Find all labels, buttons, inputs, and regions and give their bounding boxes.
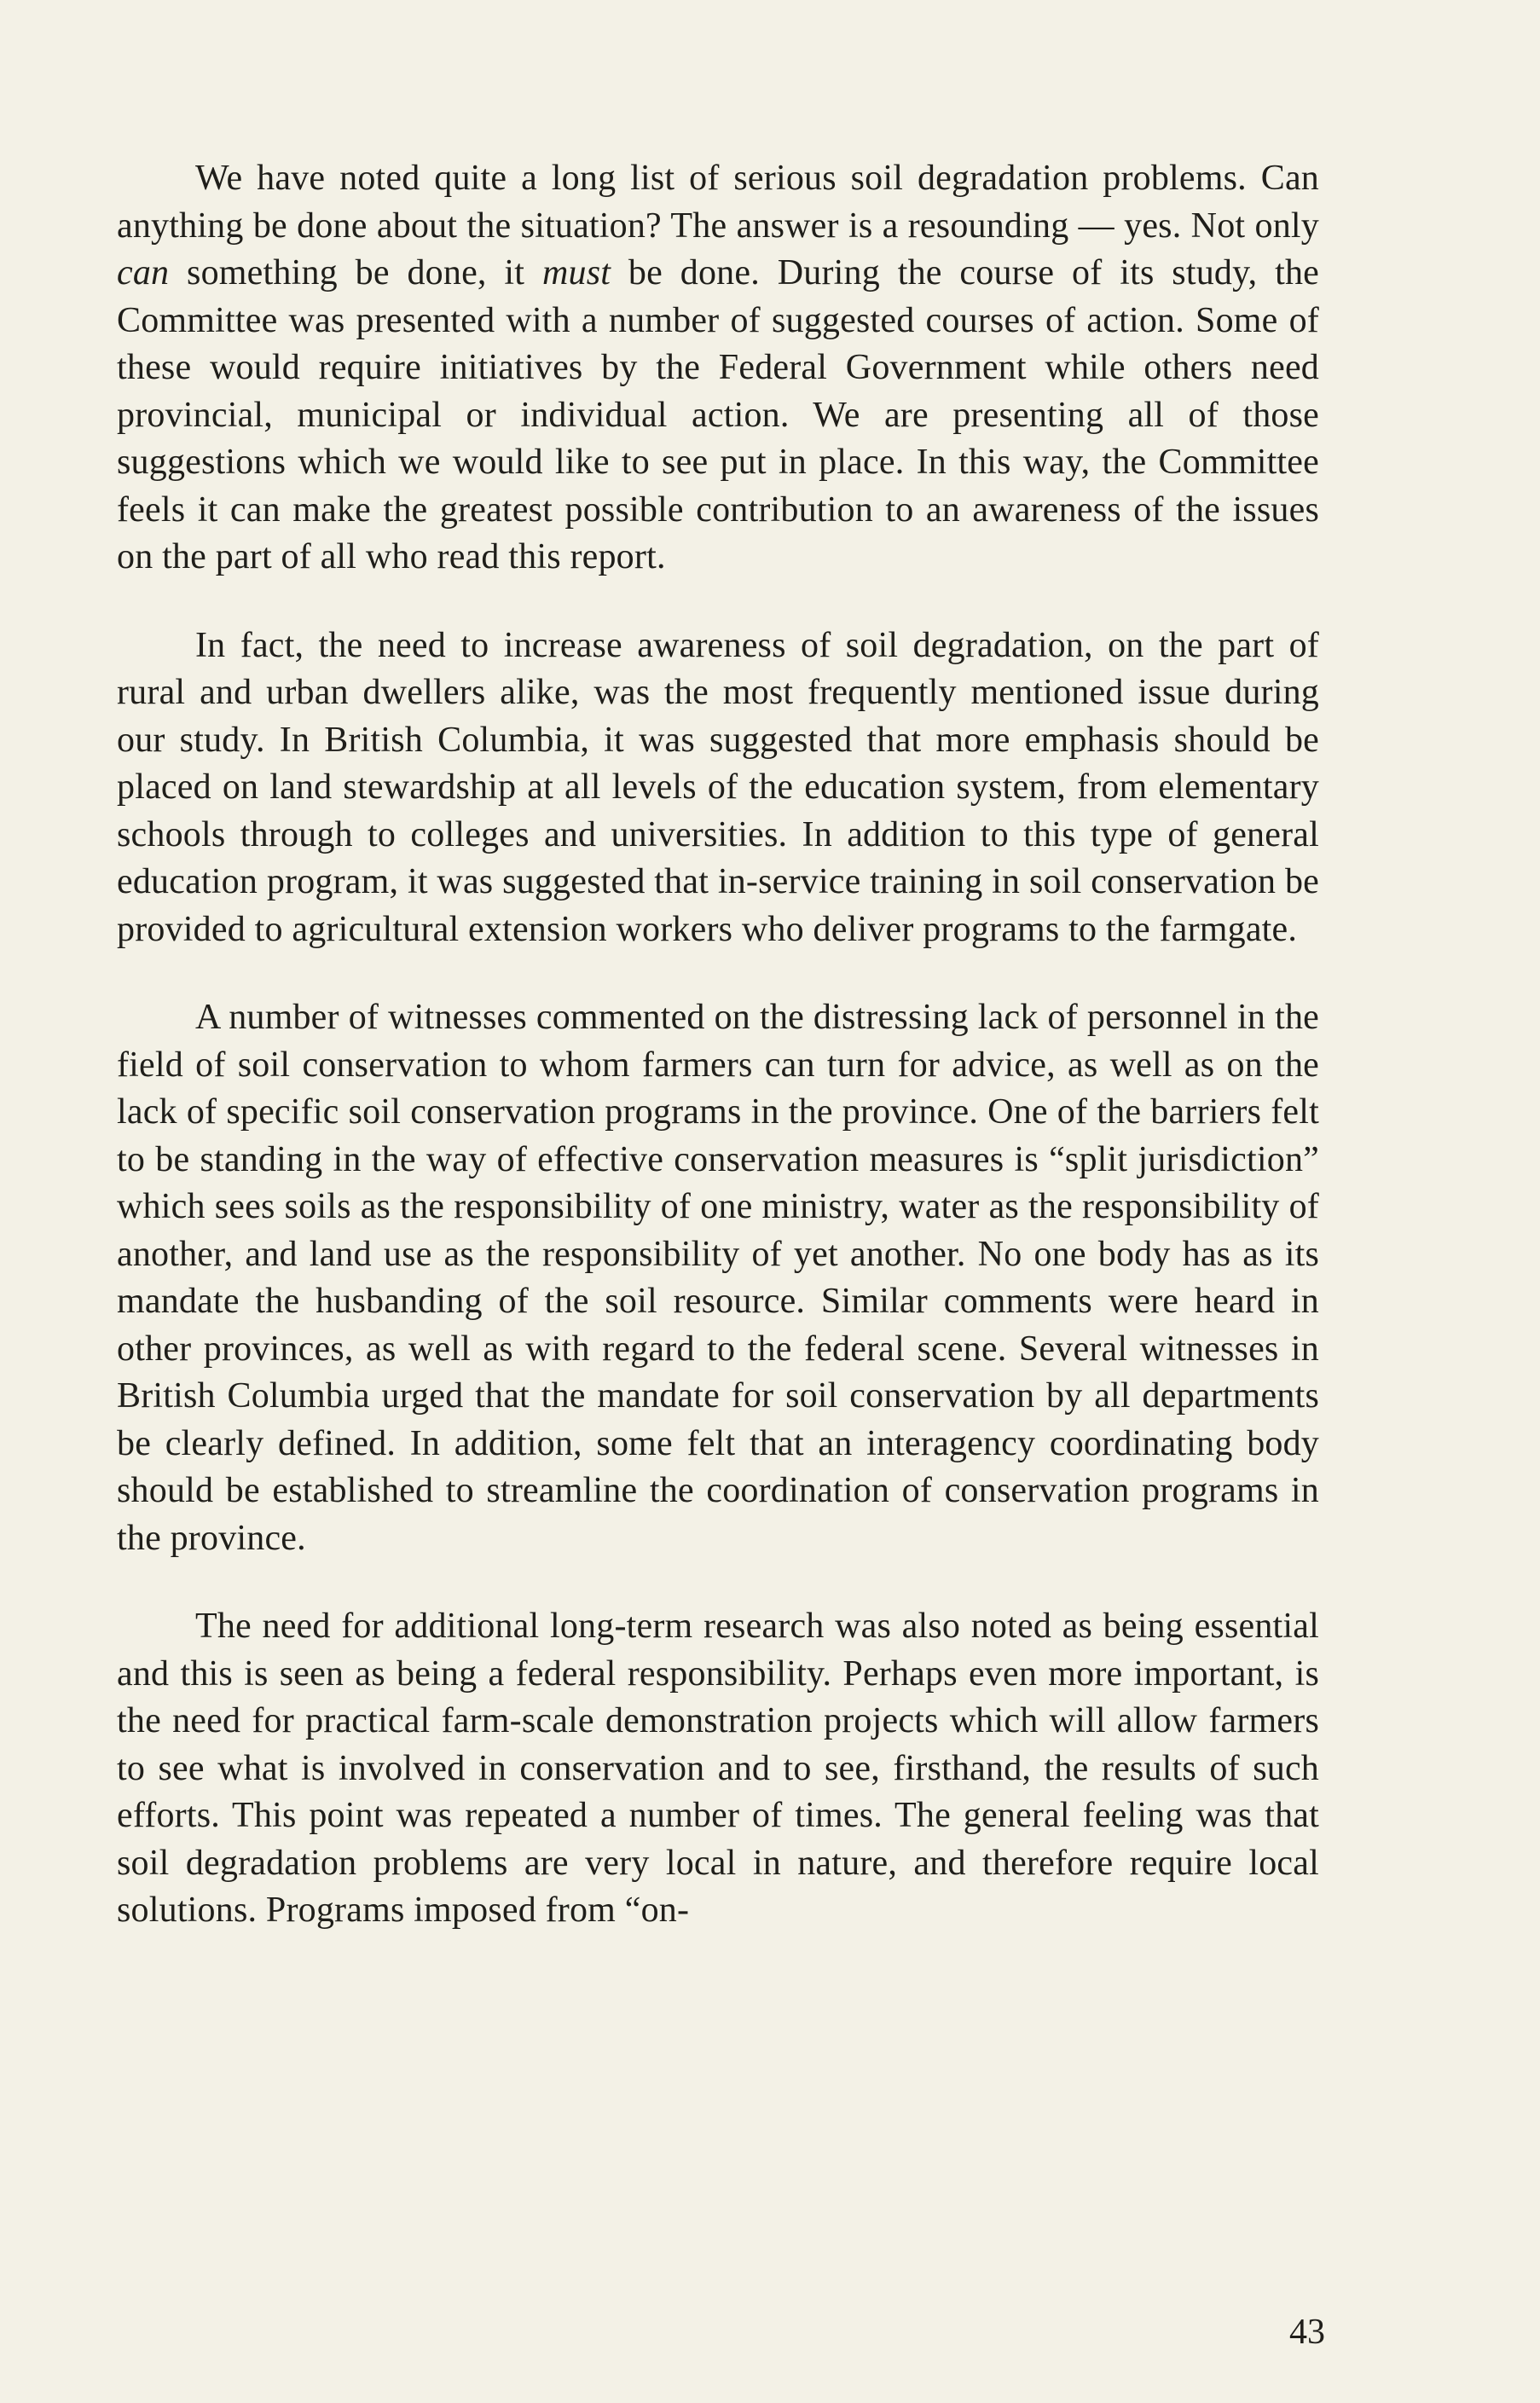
- paragraph-text: be done. During the course of its study, the Committee was presented with a number of suggested courses of action. Some of these would require initiatives by the Federal Government while others need provincial, municipal or individual action. We are presenting all of those suggestions which we would like to see put in place. In this way, the Committee feels it can make the greatest possible contribution to an awareness of the issues on the part of all who read this report.: [117, 253, 1319, 576]
- paragraph: [117, 155, 1319, 582]
- paragraph: The need for additional long-term research was also noted as being essential and this is seen as being a federal responsibility. Perhaps even more important, is the need for practical farm-scale demonstration projects which will allow farmers to see what is involved in conservation and to see, firsthand, the results of such efforts. This point was repeated a number of times. The general feeling was that soil degradation problems are very local in nature, and therefore require local solutions. Programs imposed from “on-: [117, 1607, 1319, 1930]
- paragraph: In fact, the need to increase awareness of soil degradation, on the part of rural and urban dwellers alike, was the most frequently mentioned issue during our study. In British Columbia, it was suggested that more emphasis should be placed on land stewardship at all levels of the education system, from elementary schools through to colleges and universities. In addition to this type of general education program, it was suggested that in-service training in soil conservation be provided to agricultural extension workers who deliver programs to the farmgate.: [117, 625, 1319, 949]
- emphasis-must: must: [541, 253, 611, 292]
- paragraph-text: something be done, it: [169, 253, 542, 292]
- page-number: 43: [1289, 2313, 1325, 2352]
- paragraph-text: We have noted quite a long list of serious soil degradation problems. Can anything be done about the situation? The answer is a resounding — yes. Not only: [117, 159, 1319, 246]
- paragraph: A number of witnesses commented on the distressing lack of personnel in the field of soil conservation to whom farmers can turn for advice, as well as on the lack of specific soil conservation programs in the province. One of the barriers felt to be standing in the way of effective conservation measures is “split jurisdiction” which sees soils as the responsibility of one ministry, water as the responsibility of another, and land use as the responsibility of yet another. No one body has as its mandate the husbanding of the soil resource. Similar comments were heard in other provinces, as well as with regard to the federal scene. Several witnesses in British Columbia urged that the mandate for soil conservation by all departments be clearly defined. In addition, some felt that an interagency coordinating body should be established to streamline the coordination of conservation programs in the province.: [117, 998, 1319, 1558]
- body-text: [117, 155, 1319, 1976]
- emphasis-can: can: [117, 253, 170, 292]
